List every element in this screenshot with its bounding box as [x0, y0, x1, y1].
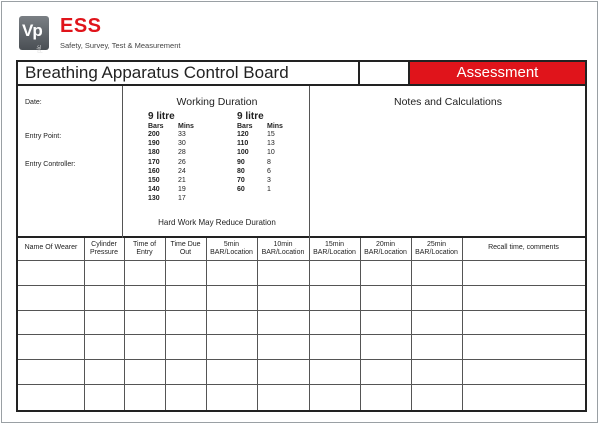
- mins-value: 28: [178, 149, 186, 157]
- log-entry-cell[interactable]: [462, 384, 585, 410]
- duration-row: [148, 194, 208, 203]
- bars-value: 180: [148, 149, 160, 157]
- log-entry-cell[interactable]: [411, 384, 462, 410]
- mins-value: 17: [178, 195, 186, 203]
- mins-value: 6: [267, 167, 271, 175]
- log-entry-cell[interactable]: [309, 384, 360, 410]
- col-mins: Mins: [178, 123, 194, 130]
- log-entry-cell[interactable]: [84, 285, 124, 310]
- bars-value: 160: [148, 167, 160, 175]
- assessment-label: Assessment: [410, 62, 585, 84]
- log-entry-cell[interactable]: [462, 260, 585, 285]
- notes-title: Notes and Calculations: [394, 96, 502, 108]
- working-duration-title: Working Duration: [176, 96, 258, 108]
- log-entry-cell[interactable]: [309, 359, 360, 384]
- bars-value: 70: [237, 177, 245, 185]
- log-entry-cell[interactable]: [360, 384, 411, 410]
- col-bars: Bars: [148, 123, 164, 130]
- bars-value: 150: [148, 177, 160, 185]
- log-entry-cell[interactable]: [206, 359, 257, 384]
- log-entry-cell[interactable]: [206, 285, 257, 310]
- log-entry-cell[interactable]: [84, 384, 124, 410]
- bars-value: 100: [237, 149, 249, 157]
- log-entry-cell[interactable]: [360, 285, 411, 310]
- log-column-header: Name Of Wearer: [24, 244, 78, 251]
- duration-row: [237, 148, 297, 157]
- log-entry-cell[interactable]: [411, 359, 462, 384]
- log-entry-cell[interactable]: [18, 359, 84, 384]
- log-column-header: 15min BAR/Location: [313, 241, 356, 256]
- duration-row: [237, 158, 297, 167]
- log-entry-cell[interactable]: [165, 260, 206, 285]
- log-entry-cell[interactable]: [84, 359, 124, 384]
- log-entry-cell[interactable]: [18, 260, 84, 285]
- bars-value: 140: [148, 186, 160, 194]
- log-entry-cell[interactable]: [18, 285, 84, 310]
- duration-row: [148, 185, 208, 194]
- log-entry-cell[interactable]: [18, 334, 84, 359]
- log-entry-cell[interactable]: [165, 334, 206, 359]
- date-label: Date:: [25, 99, 42, 106]
- log-entry-cell[interactable]: [84, 334, 124, 359]
- log-entry-cell[interactable]: [462, 285, 585, 310]
- mins-value: 13: [267, 140, 275, 148]
- duration-row: [237, 167, 297, 176]
- title-row: [16, 60, 587, 86]
- mins-value: 24: [178, 167, 186, 175]
- main-table: [16, 86, 587, 412]
- log-entry-cell[interactable]: [462, 359, 585, 384]
- duration-table-heading: 9 litre: [148, 111, 175, 122]
- log-entry-cell[interactable]: [165, 285, 206, 310]
- mins-value: 30: [178, 140, 186, 148]
- mins-value: 26: [178, 158, 186, 166]
- log-column-header: 20min BAR/Location: [364, 241, 407, 256]
- duration-row: [237, 130, 297, 139]
- log-entry-cell[interactable]: [309, 334, 360, 359]
- log-column-header: 5min BAR/Location: [210, 241, 253, 256]
- mins-value: 1: [267, 186, 271, 194]
- duration-row: [148, 176, 208, 185]
- log-entry-cell[interactable]: [206, 384, 257, 410]
- bars-value: 90: [237, 158, 245, 166]
- duration-row: [148, 139, 208, 148]
- log-entry-cell[interactable]: [257, 285, 309, 310]
- duration-table-2: [237, 111, 297, 194]
- duration-row: [237, 185, 297, 194]
- mins-value: 19: [178, 186, 186, 194]
- log-entry-cell[interactable]: [18, 310, 84, 334]
- entry-point-label: Entry Point:: [25, 133, 62, 140]
- vp-logo: [19, 16, 49, 53]
- log-entry-cell[interactable]: [124, 260, 165, 285]
- log-column-header: Cylinder Pressure: [89, 241, 118, 256]
- duration-row: [148, 148, 208, 157]
- log-entry-cell[interactable]: [206, 260, 257, 285]
- entry-controller-label: Entry Controller:: [25, 161, 76, 168]
- divider: [309, 86, 310, 238]
- log-entry-cell[interactable]: [206, 334, 257, 359]
- brand-tagline: Safety, Survey, Test & Measurement: [60, 41, 181, 50]
- col-bars: Bars: [237, 123, 253, 130]
- blank-header-cell[interactable]: [360, 62, 410, 84]
- log-entry-cell[interactable]: [84, 310, 124, 334]
- control-board: [1, 1, 598, 423]
- logo-badge-text: Vp: [22, 21, 42, 40]
- log-entry-cell[interactable]: [462, 334, 585, 359]
- duration-row: [237, 176, 297, 185]
- log-entry-cell[interactable]: [411, 334, 462, 359]
- mins-value: 10: [267, 149, 275, 157]
- brand-name: ESS: [60, 15, 102, 37]
- duration-row: [148, 158, 208, 167]
- col-mins: Mins: [267, 123, 283, 130]
- bars-value: 110: [237, 140, 249, 148]
- log-entry-cell[interactable]: [360, 359, 411, 384]
- bars-value: 80: [237, 167, 245, 175]
- log-grid: [18, 238, 585, 412]
- duration-row: [148, 130, 208, 139]
- duration-row: [237, 139, 297, 148]
- log-entry-cell[interactable]: [124, 285, 165, 310]
- log-entry-cell[interactable]: [257, 384, 309, 410]
- bars-value: 190: [148, 140, 160, 148]
- log-column-header: Time Due Out: [170, 241, 201, 256]
- mins-value: 21: [178, 177, 186, 185]
- log-entry-cell[interactable]: [411, 260, 462, 285]
- log-entry-cell[interactable]: [257, 260, 309, 285]
- bars-value: 170: [148, 158, 160, 166]
- logo-badge-sub: plc: [36, 45, 43, 53]
- board-title: Breathing Apparatus Control Board: [18, 62, 360, 84]
- bars-value: 60: [237, 186, 245, 194]
- divider: [122, 86, 123, 238]
- mins-value: 3: [267, 177, 271, 185]
- log-entry-cell[interactable]: [360, 334, 411, 359]
- duration-table-1: [148, 111, 208, 204]
- mins-value: 8: [267, 158, 271, 166]
- log-entry-cell[interactable]: [165, 359, 206, 384]
- log-entry-cell[interactable]: [257, 359, 309, 384]
- log-entry-cell[interactable]: [124, 334, 165, 359]
- upper-section: [18, 86, 585, 238]
- log-entry-cell[interactable]: [124, 359, 165, 384]
- log-entry-cell[interactable]: [165, 384, 206, 410]
- log-entry-cell[interactable]: [462, 310, 585, 334]
- log-entry-cell[interactable]: [411, 310, 462, 334]
- duration-table-heading: 9 litre: [237, 111, 264, 122]
- log-entry-cell[interactable]: [309, 285, 360, 310]
- mins-value: 15: [267, 131, 275, 138]
- log-entry-cell[interactable]: [309, 260, 360, 285]
- bars-value: 130: [148, 195, 160, 203]
- log-entry-cell[interactable]: [124, 384, 165, 410]
- bars-value: 200: [148, 131, 160, 138]
- log-entry-cell[interactable]: [206, 310, 257, 334]
- log-entry-cell[interactable]: [18, 384, 84, 410]
- log-column-header: 25min BAR/Location: [415, 241, 458, 256]
- log-column-header: 10min BAR/Location: [261, 241, 305, 256]
- log-entry-cell[interactable]: [165, 310, 206, 334]
- log-entry-cell[interactable]: [360, 310, 411, 334]
- log-entry-cell[interactable]: [257, 334, 309, 359]
- log-column-header: Time of Entry: [132, 241, 157, 256]
- bars-value: 120: [237, 131, 249, 138]
- log-entry-cell[interactable]: [124, 310, 165, 334]
- log-entry-cell[interactable]: [411, 285, 462, 310]
- log-entry-cell[interactable]: [309, 310, 360, 334]
- log-entry-cell[interactable]: [360, 260, 411, 285]
- hard-work-note: Hard Work May Reduce Duration: [158, 218, 276, 227]
- duration-row: [148, 167, 208, 176]
- log-entry-cell[interactable]: [257, 310, 309, 334]
- log-column-header: Recall time, comments: [488, 244, 559, 251]
- log-entry-cell[interactable]: [84, 260, 124, 285]
- mins-value: 33: [178, 131, 186, 138]
